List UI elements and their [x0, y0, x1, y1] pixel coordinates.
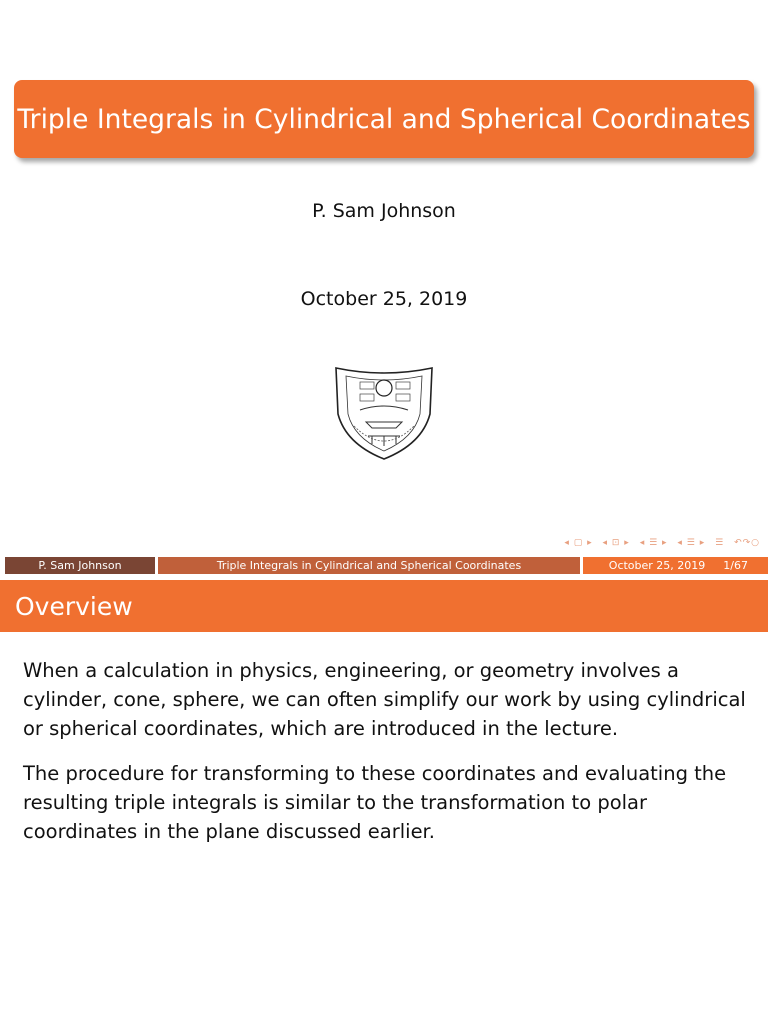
frame-title-bar	[0, 580, 768, 632]
author-name: P. Sam Johnson	[312, 200, 456, 222]
nav-search-icon[interactable]: ↶↷○	[734, 538, 760, 548]
nav-doc-icon[interactable]: ◂ ☰ ▸	[677, 538, 706, 548]
nav-subsection-icon[interactable]: ◂ ⊡ ▸	[602, 538, 630, 548]
nav-align-icon[interactable]: ☰	[715, 538, 725, 548]
footer-date: October 25, 2019	[608, 559, 706, 572]
nav-frame-icon[interactable]: ◂ ▢ ▸	[564, 538, 593, 548]
paragraph: The procedure for transforming to these coordinates and evaluating the resulting triple integrals is similar to the transformation to polar coordinates in the plane discussed earlier.	[23, 762, 727, 843]
footer-title: Triple Integrals in Cylindrical and Spherical Coordinates	[158, 557, 580, 574]
footer-date-page	[583, 557, 768, 574]
presentation-date: October 25, 2019	[300, 288, 468, 310]
title-box	[14, 80, 754, 158]
paragraph: When a calculation in physics, engineering, or geometry involves a cylinder, cone, sphere, we can often simplify our work by using cylindrical or spherical coordinates, which are introduced in the lecture.	[23, 659, 746, 740]
presentation-title: Triple Integrals in Cylindrical and Spherical Coordinates	[17, 103, 751, 135]
beamer-navigation	[558, 538, 760, 548]
institute-crest-icon	[332, 364, 436, 462]
footer-bar	[0, 557, 768, 574]
footer-page-number: 1/67	[723, 559, 748, 572]
footer-author: P. Sam Johnson	[5, 557, 155, 574]
nav-section-icon[interactable]: ◂ ☰ ▸	[639, 538, 668, 548]
slide-body	[23, 656, 748, 862]
frame-title: Overview	[15, 591, 133, 621]
